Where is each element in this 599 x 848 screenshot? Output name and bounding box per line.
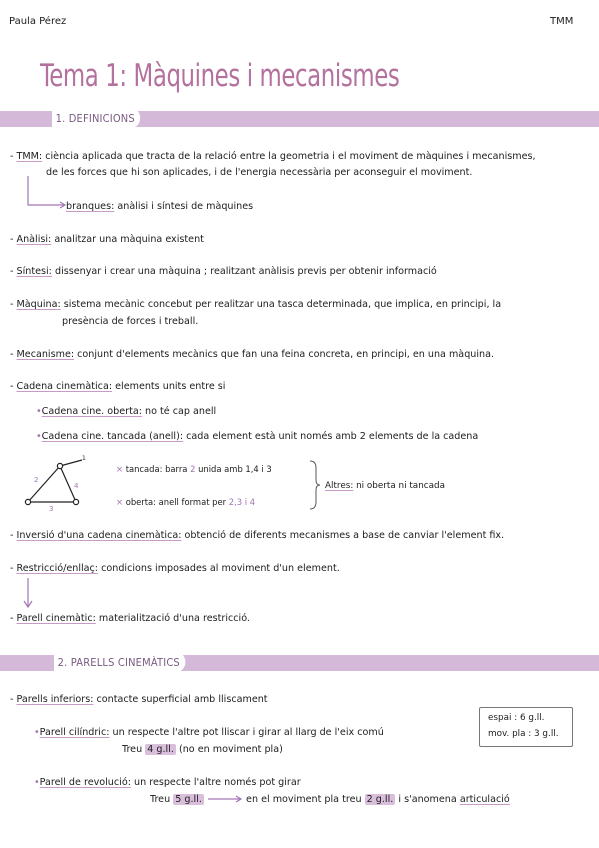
def-altres-text: ni oberta ni tancada [356, 481, 445, 491]
diagram-label-4: 4 [74, 482, 79, 490]
term-restriccio: Restricció/enllaç: [16, 563, 99, 574]
def-tmm-cont: de les forces que hi son aplicades, i de l'energia necessària per aconseguir el moviment. [46, 167, 473, 178]
def-maquina-text: sistema mecànic concebut per realitzar una tasca determinada, que implica, en principi, la [63, 299, 502, 310]
brace-icon [308, 460, 322, 510]
term-branques: branques: [66, 201, 115, 212]
def-tancada: •Cadena cine. tancada (anell): cada element està unit només amb 2 elements de la cadena [36, 431, 479, 442]
cil-treu-note: (no en moviment pla) [178, 744, 283, 755]
def-tmm-text: ciència aplicada que tracta de la relació entre la geometria i el moviment de màquines i mecanismes, [45, 151, 536, 162]
term-inversio: Inversió d'una cadena cinemàtica: [16, 530, 182, 541]
example-tancada-num: 2 [190, 464, 196, 474]
def-inferiors: - Parells inferiors: contacte superficial amb lliscament [10, 694, 268, 705]
def-cilindric-treu [122, 743, 283, 756]
def-analisi-text: analitzar una màquina existent [54, 234, 204, 245]
rev-treu-pla: en el moviment pla treu [246, 794, 362, 805]
term-sintesi: Síntesi: [16, 266, 52, 277]
term-cilindric: Parell cilíndric: [39, 727, 110, 738]
term-parell: Parell cinemàtic: [16, 613, 96, 624]
def-analisi: - Anàlisi: analitzar una màquina existent [10, 234, 204, 245]
def-inversio-text: obtenció de diferents mecanismes a base de canviar l'element fix. [184, 530, 505, 541]
term-revolucio: Parell de revolució: [39, 777, 131, 788]
rev-treu-gl2: 2 g.ll. [366, 794, 394, 805]
def-cadena: - Cadena cinemàtica: elements units entre si [10, 381, 226, 392]
def-sintesi: - Síntesi: dissenyar i crear una màquina ; realitzant anàlisis previs per obtenir informació [10, 266, 437, 277]
term-tancada: Cadena cine. tancada (anell): [41, 431, 184, 442]
def-cilindric-text: un respecte l'altre pot lliscar i girar al llarg de l'eix comú [112, 727, 384, 738]
term-tmm: TMM: [16, 151, 43, 162]
term-mecanisme: Mecanisme: [16, 349, 75, 360]
def-parell-text: materialització d'una restricció. [98, 613, 250, 624]
rev-treu-anomena: i s'anomena [398, 794, 457, 805]
def-revolucio-treu [150, 793, 510, 806]
def-revolucio-text: un respecte l'altre només pot girar [134, 777, 301, 788]
section-heading-2: 2. PARELLS CINEMÀTICS [54, 652, 185, 672]
def-parell: - Parell cinemàtic: materialització d'una restricció. [10, 613, 250, 624]
example-oberta: × oberta: anell format per 2,3 i 4 [116, 497, 256, 507]
def-branques-text: anàlisi i síntesi de màquines [117, 201, 254, 212]
def-mecanisme: - Mecanisme: conjunt d'elements mecànics que fan una feina concreta, en principi, en una màquina. [10, 349, 495, 360]
def-maquina-cont: presència de forces i treball. [62, 316, 199, 327]
term-oberta: Cadena cine. oberta: [41, 406, 142, 417]
def-mecanisme-text: conjunt d'elements mecànics que fan una feina concreta, en principi, en una màquina. [77, 349, 495, 360]
section-heading-1: 1. DEFINICIONS [52, 108, 140, 128]
diagram-label-2: 2 [34, 476, 39, 484]
arrow-icon [26, 176, 70, 210]
example-tancada-a: tancada: barra [125, 464, 188, 474]
right-arrow-icon [207, 795, 243, 803]
def-revolucio: •Parell de revolució: un respecte l'altre només pot girar [34, 777, 301, 788]
def-restriccio-text: condicions imposades al moviment d'un element. [101, 563, 340, 574]
example-oberta-a: oberta: anell format per [125, 497, 227, 507]
cil-treu-gl: 4 g.ll. [147, 744, 174, 755]
term-altres: Altres: [325, 481, 354, 491]
rev-treu-label: Treu [150, 794, 171, 805]
diagram-label-3: 3 [49, 505, 54, 512]
def-inversio: - Inversió d'una cadena cinemàtica: obtenció de diferents mecanismes a base de canviar l'element fix. [10, 530, 505, 541]
def-oberta: •Cadena cine. oberta: no té cap anell [36, 406, 217, 417]
def-branques [66, 200, 253, 213]
def-tancada-text: cada element està unit només amb 2 elements de la cadena [186, 431, 479, 442]
term-articulacio: articulació [459, 794, 510, 805]
author-name: Paula Pérez [9, 16, 67, 27]
def-restriccio: - Restricció/enllaç: condicions imposades al moviment d'un element. [10, 563, 340, 574]
degrees-freedom-box [479, 707, 573, 747]
def-cadena-text: elements units entre si [115, 381, 226, 392]
box-line-espai: espai : 6 g.ll. [488, 713, 545, 723]
def-tmm: - TMM: ciència aplicada que tracta de la relació entre la geometria i el moviment de màquines i mecanismes, [10, 151, 536, 162]
example-tancada: × tancada: barra 2 unida amb 1,4 i 3 [116, 464, 272, 474]
course-code: TMM [550, 16, 574, 27]
diagram-label-1: 1 [82, 455, 86, 462]
cil-treu-label: Treu [122, 744, 143, 755]
def-maquina: - Màquina: sistema mecànic concebut per realitzar una tasca determinada, que implica, en principi, la [10, 299, 502, 310]
term-inferiors: Parells inferiors: [16, 694, 94, 705]
section-band-2 [0, 655, 599, 671]
section-band-1 [0, 111, 599, 127]
page-title: Tema 1: Màquines i mecanismes [40, 58, 400, 94]
down-arrow-icon [22, 578, 34, 610]
kinematic-chain-diagram [14, 452, 94, 512]
def-cilindric: •Parell cilíndric: un respecte l'altre pot lliscar i girar al llarg de l'eix comú [34, 727, 384, 738]
example-oberta-num: 2,3 i 4 [228, 497, 256, 507]
example-tancada-b: unida amb 1,4 i 3 [198, 464, 272, 474]
def-sintesi-text: dissenyar i crear una màquina ; realitzant anàlisis previs per obtenir informació [54, 266, 437, 277]
box-line-pla: mov. pla : 3 g.ll. [488, 729, 559, 739]
def-oberta-text: no té cap anell [145, 406, 217, 417]
term-maquina: Màquina: [16, 299, 61, 310]
def-altres [325, 480, 445, 493]
rev-treu-gl: 5 g.ll. [175, 794, 202, 805]
term-cadena: Cadena cinemàtica: [16, 381, 113, 392]
term-analisi: Anàlisi: [16, 234, 52, 245]
def-inferiors-text: contacte superficial amb lliscament [96, 694, 268, 705]
